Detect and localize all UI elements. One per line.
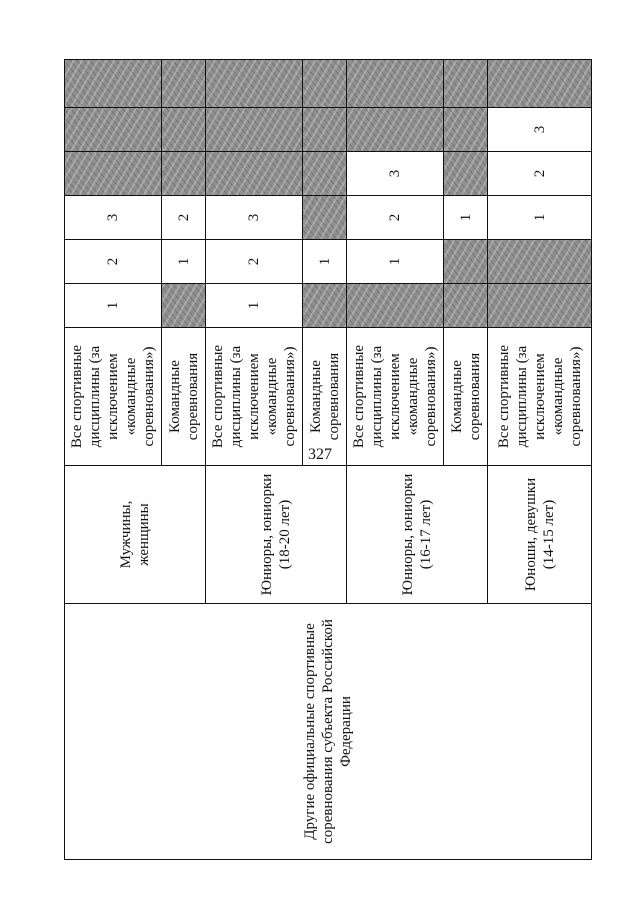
place-cell: 1 <box>206 284 303 328</box>
place-cell: 1 <box>303 240 347 284</box>
place-cell: 2 <box>206 240 303 284</box>
place-cell: 1 <box>444 196 488 240</box>
page-number: 327 <box>308 446 332 463</box>
place-cell: 2 <box>65 240 162 284</box>
shaded-cell <box>206 152 303 196</box>
discipline-cell: Командные соревнования <box>303 328 347 466</box>
shaded-cell <box>162 60 206 108</box>
shaded-cell <box>488 240 592 284</box>
discipline-cell: Командные соревнования <box>444 328 488 466</box>
place-cell: 2 <box>347 196 444 240</box>
shaded-cell <box>162 284 206 328</box>
discipline-cell: Все спортивные дисциплины (за исключением «командные соревнования») <box>488 328 592 466</box>
discipline-cell: Все спортивные дисциплины (за исключением «командные соревнования») <box>347 328 444 466</box>
classification-table <box>64 59 592 860</box>
place-cell: 3 <box>65 196 162 240</box>
shaded-cell <box>444 284 488 328</box>
shaded-cell <box>347 60 444 108</box>
discipline-cell: Все спортивные дисциплины (за исключением «командные соревнования») <box>65 328 162 466</box>
place-cell: 1 <box>488 196 592 240</box>
table-row <box>65 60 162 860</box>
place-cell: 3 <box>488 108 592 152</box>
shaded-cell <box>488 60 592 108</box>
shaded-cell <box>444 240 488 284</box>
shaded-cell <box>488 284 592 328</box>
shaded-cell <box>65 108 162 152</box>
age-group-cell: Юниоры, юниорки (18-20 лет) <box>206 466 347 604</box>
shaded-cell <box>303 60 347 108</box>
shaded-cell <box>347 284 444 328</box>
place-cell: 1 <box>162 240 206 284</box>
shaded-cell <box>303 108 347 152</box>
place-cell: 2 <box>162 196 206 240</box>
discipline-cell: Командные соревнования <box>162 328 206 466</box>
discipline-cell: Все спортивные дисциплины (за исключением «командные соревнования») <box>206 328 303 466</box>
shaded-cell <box>162 108 206 152</box>
age-group-cell: Мужчины, женщины <box>65 466 206 604</box>
place-cell: 1 <box>65 284 162 328</box>
place-cell: 1 <box>347 240 444 284</box>
shaded-cell <box>347 108 444 152</box>
table-frame <box>64 60 584 860</box>
place-cell: 3 <box>206 196 303 240</box>
shaded-cell <box>303 284 347 328</box>
age-group-cell: Юниоры, юниорки (16-17 лет) <box>347 466 488 604</box>
shaded-cell <box>303 196 347 240</box>
place-cell: 3 <box>347 152 444 196</box>
rotated-table <box>64 60 584 860</box>
shaded-cell <box>162 152 206 196</box>
shaded-cell <box>303 152 347 196</box>
shaded-cell <box>206 108 303 152</box>
shaded-cell <box>444 152 488 196</box>
shaded-cell <box>65 60 162 108</box>
shaded-cell <box>206 60 303 108</box>
shaded-cell <box>444 60 488 108</box>
shaded-cell <box>444 108 488 152</box>
table-body <box>65 60 592 860</box>
competition-cell: Другие официальные спортивные соревнования субъекта Российской Федерации <box>65 604 592 860</box>
shaded-cell <box>65 152 162 196</box>
age-group-cell: Юноши, девушки (14-15 лет) <box>488 466 592 604</box>
place-cell: 2 <box>488 152 592 196</box>
